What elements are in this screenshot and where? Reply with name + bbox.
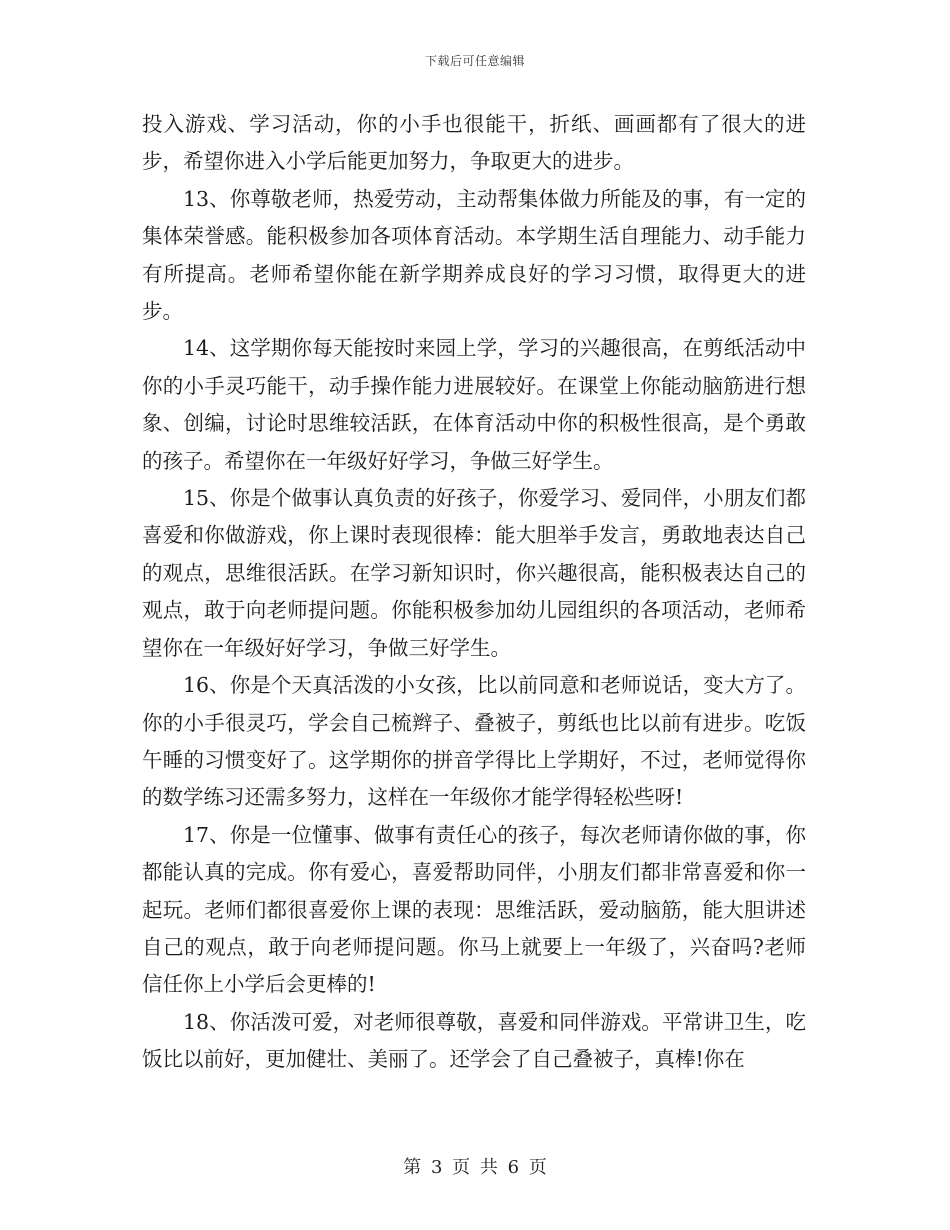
paragraph-15: 15、你是个做事认真负责的好孩子，你爱学习、爱同伴，小朋友们都喜爱和你做游戏，你上课时表现很棒：能大胆举手发言，勇敢地表达自己的观点，思维很活跃。在学习新知识时，你兴趣很高，能积极表达自己的观点，敢于向老师提问题。你能积极参加幼儿园组织的各项活动，老师希望你在一年级好好学习，争做三好学生。: [142, 486, 806, 660]
paragraph-14: 14、这学期你每天能按时来园上学，学习的兴趣很高，在剪纸活动中你的小手灵巧能干，动手操作能力进展较好。在课堂上你能动脑筋进行想象、创编，讨论时思维较活跃，在体育活动中你的积极性很高，是个勇敢的孩子。希望你在一年级好好学习，争做三好学生。: [142, 336, 806, 473]
document-body: [142, 106, 806, 1079]
paragraph-continued: 投入游戏、学习活动，你的小手也很能干，折纸、画画都有了很大的进步，希望你进入小学后能更加努力，争取更大的进步。: [142, 112, 806, 174]
paragraph-18: 18、你活泼可爱，对老师很尊敬，喜爱和同伴游戏。平常讲卫生，吃饭比以前好，更加健壮、美丽了。还学会了自己叠被子，真棒!你在: [142, 1009, 806, 1072]
paragraph-16: 16、你是个天真活泼的小女孩，比以前同意和老师说话，变大方了。你的小手很灵巧，学会自己梳辫子、叠被子，剪纸也比以前有进步。吃饭午睡的习惯变好了。这学期你的拼音学得比上学期好，不过，老师觉得你的数学练习还需多努力，这样在一年级你才能学得轻松些呀!: [142, 673, 806, 810]
paragraph-17: 17、你是一位懂事、做事有责任心的孩子，每次老师请你做的事，你都能认真的完成。你有爱心，喜爱帮助同伴，小朋友们都非常喜爱和你一起玩。老师们都很喜爱你上课的表现：思维活跃，爱动脑筋，能大胆讲述自己的观点，敢于向老师提问题。你马上就要上一年级了，兴奋吗?老师信任你上小学后会更棒的!: [142, 822, 806, 997]
paragraph-13: 13、你尊敬老师，热爱劳动，主动帮集体做力所能及的事，有一定的集体荣誉感。能积极参加各项体育活动。本学期生活自理能力、动手能力有所提高。老师希望你能在新学期养成良好的学习习惯，取得更大的进步。: [142, 186, 806, 324]
page-number-footer: 第 3 页 共 6 页: [403, 1157, 547, 1178]
page-header: 下载后可任意编辑: [424, 54, 525, 68]
